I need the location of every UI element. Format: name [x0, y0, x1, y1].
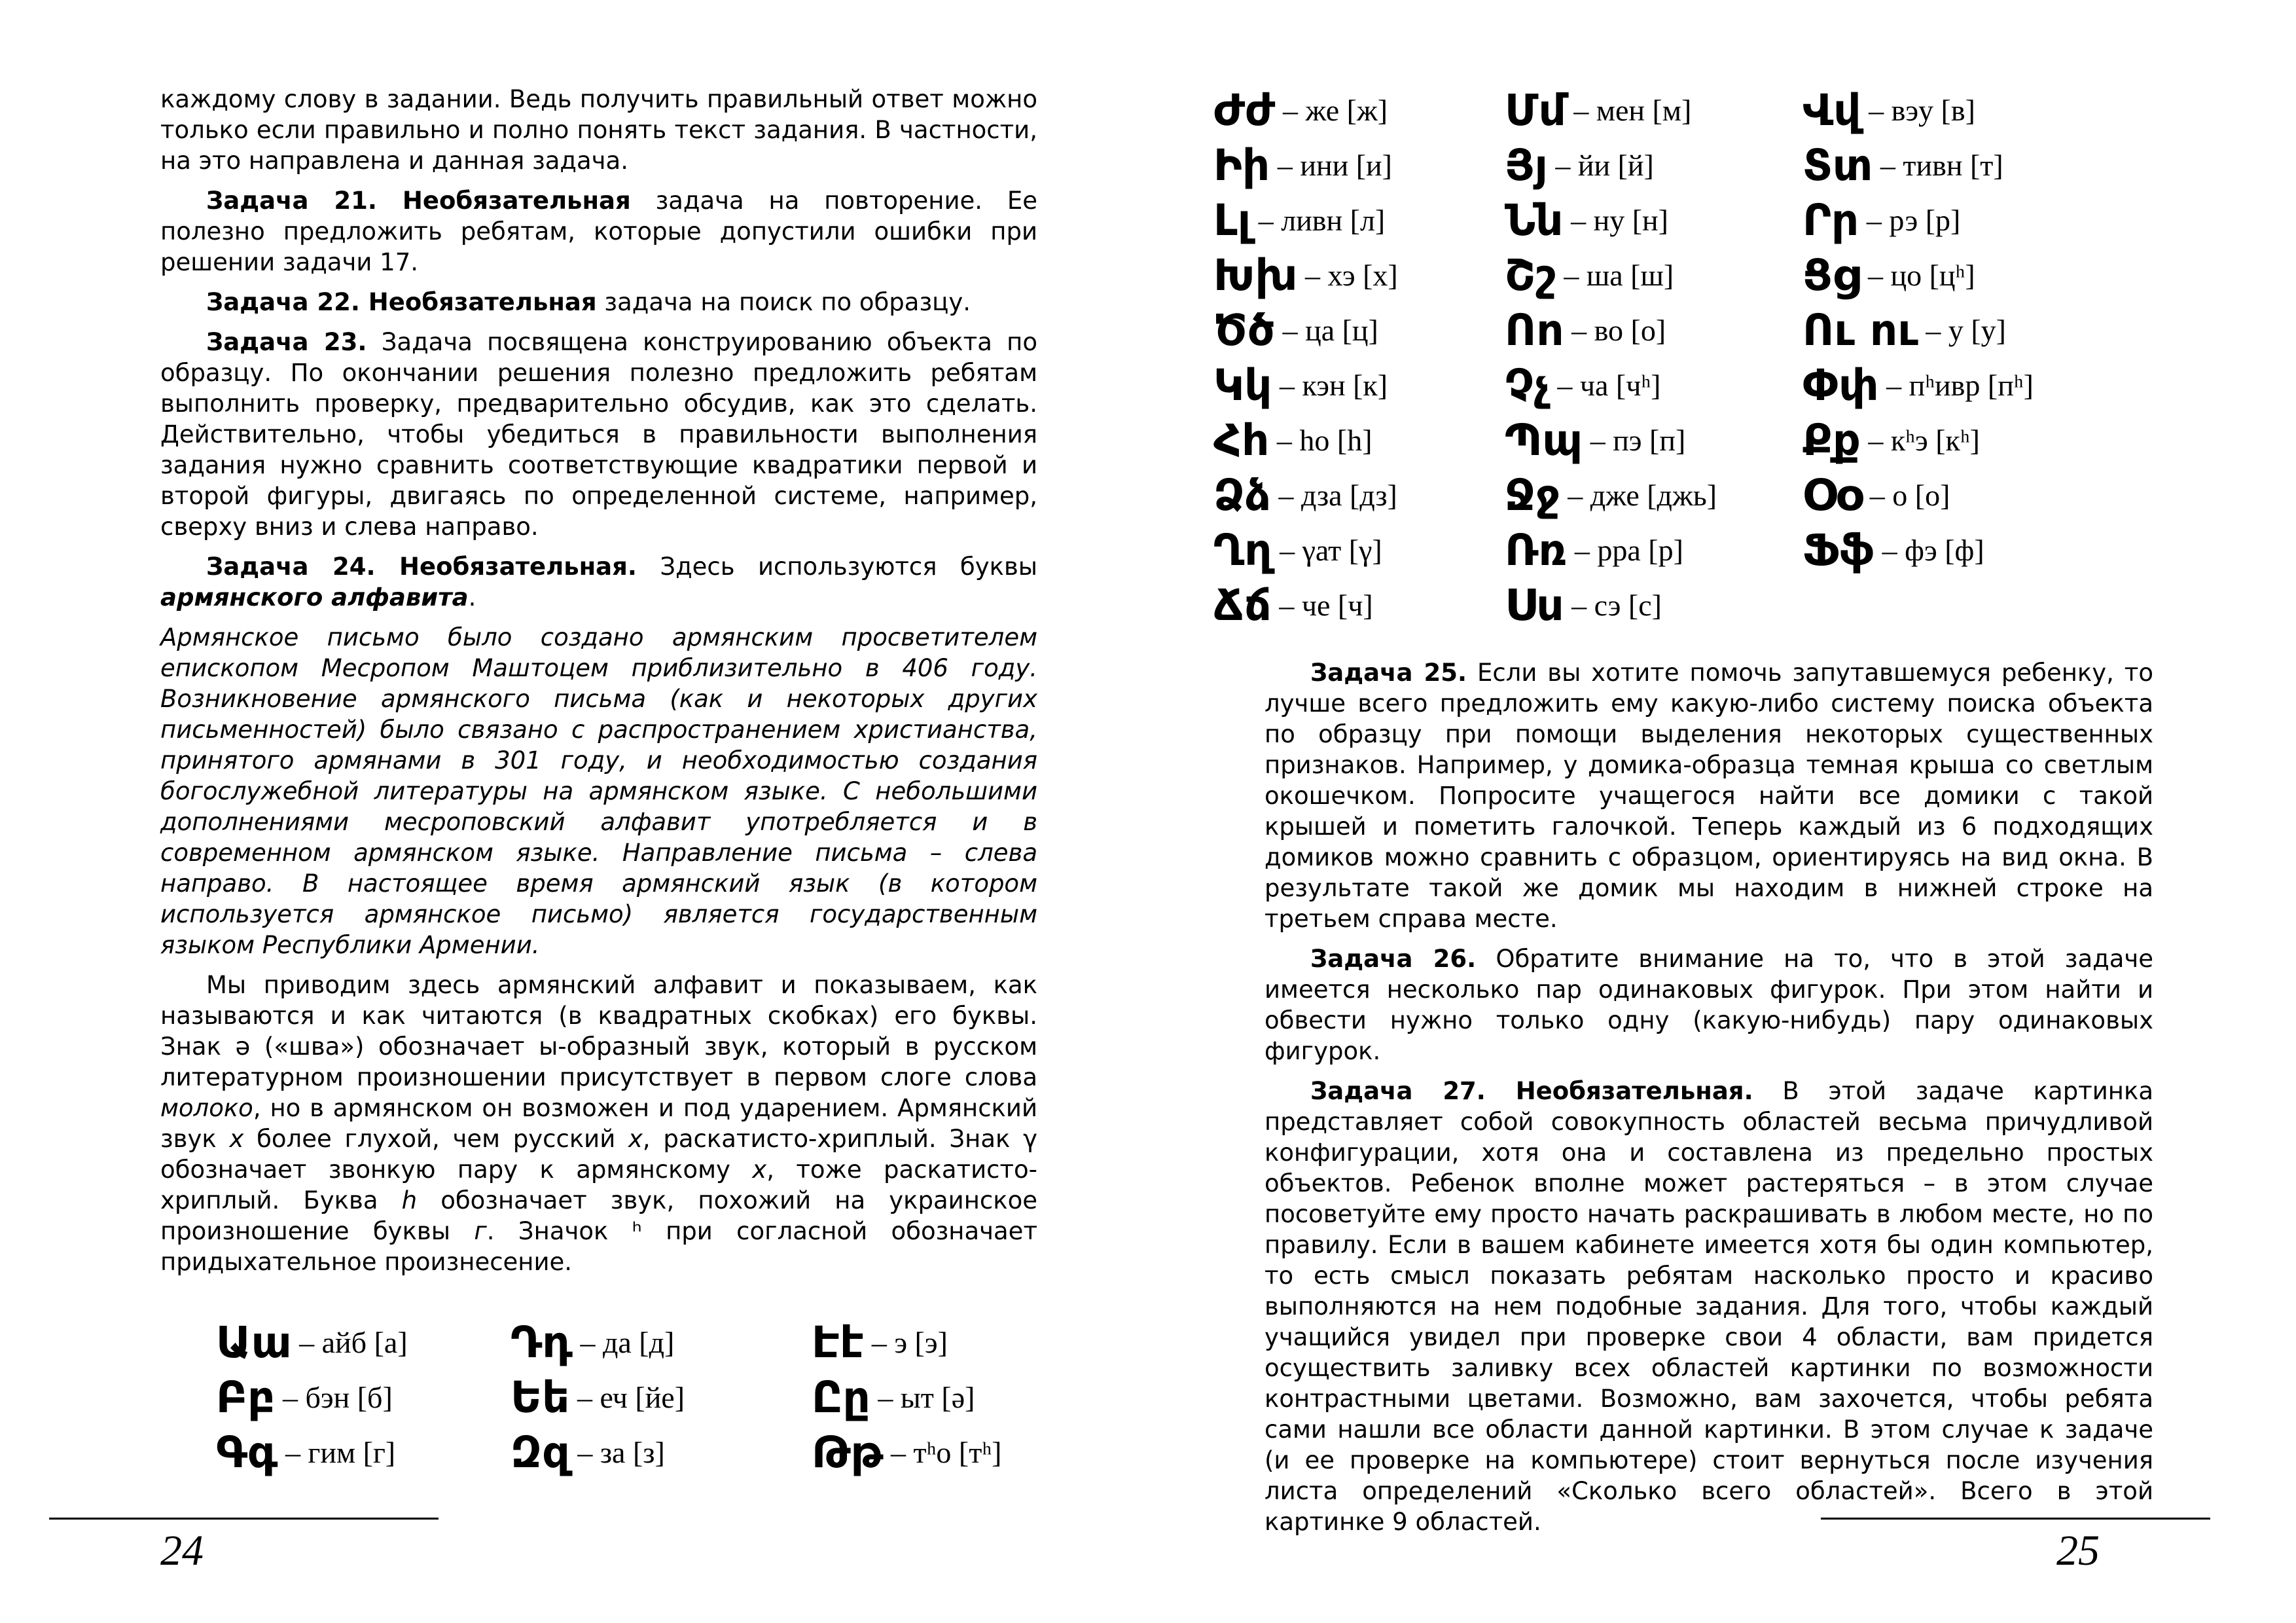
letter-name: – рра [р]	[1567, 534, 1683, 567]
alphabet-entry	[1505, 305, 1666, 357]
letter-name: – ша [ш]	[1556, 259, 1674, 292]
letter-name: – пэ [п]	[1583, 424, 1686, 457]
text-run: обозначает звук, похожий на украинское произношение буквы	[160, 1186, 1037, 1245]
armenian-letter: Վվ	[1803, 85, 1861, 136]
right-text-column	[1265, 657, 2153, 1546]
armenian-letter: Զզ	[511, 1427, 570, 1478]
letter-name: – тʰо [тʰ]	[883, 1436, 1002, 1469]
letter-name: – за [з]	[569, 1436, 665, 1469]
page-number-left: 24	[160, 1527, 204, 1575]
letter-name: – во [о]	[1564, 314, 1666, 347]
armenian-letter: Պպ	[1505, 415, 1583, 465]
letter-name: – айб [а]	[291, 1326, 408, 1359]
letter-name: – тивн [т]	[1873, 149, 2003, 182]
paragraph	[160, 287, 1037, 318]
page-number-right: 25	[2056, 1527, 2100, 1575]
text-run: Задача 27. Необязательная.	[1310, 1077, 1753, 1105]
alphabet-entry	[1505, 580, 1662, 632]
alphabet-entry	[1803, 250, 1975, 302]
letter-name: – еч [йе]	[569, 1381, 685, 1414]
alphabet-entry	[1505, 360, 1660, 412]
alphabet-entry	[1505, 250, 1674, 302]
armenian-letter: Ջջ	[1505, 470, 1560, 520]
armenian-letter: Էէ	[812, 1317, 865, 1368]
paragraph	[1265, 1076, 2153, 1537]
text-run: Задача посвящена конструированию объекта по образцу. По окончании решения полезно предложить ребятам выполнить проверку, предварительно обсудив, как это сделать. Действительно, чтобы убедиться в правильности выполнения задания нужно сравнить соответствующие квадратики первой и второй фигуры, двигаясь по определенной системе, например, сверху вниз и слева направо.	[160, 328, 1037, 541]
alphabet-entry	[1213, 415, 1372, 467]
armenian-letter: Մմ	[1505, 85, 1566, 136]
letter-name: – цо [цʰ]	[1860, 259, 1975, 292]
alphabet-entry	[1213, 580, 1373, 632]
text-run: Армянское письмо было создано армянским просветителем епископом Месропом Маштоцем приблизительно в 406 году. Возникновение армянского письма (как и некоторых других письменностей) было связано с распространением христианства, принятого армянами в 301 году, и необходимостью создания богослужебной литературы на армянском языке. С небольшими дополнениями месроповский алфавит употребляется и в современном армянском языке. Направление письма – слева направо. В настоящее время армянский язык (в котором используется армянское письмо) является государственным языком Республики Армении.	[160, 623, 1037, 959]
letter-name: – да [д]	[572, 1326, 675, 1359]
letter-name: – ну [н]	[1563, 204, 1668, 237]
armenian-letter: Ոո	[1505, 305, 1564, 356]
letter-name: – кʰэ [кʰ]	[1860, 424, 1980, 457]
text-run: Задача 25.	[1310, 659, 1467, 687]
letter-name: – о [о]	[1862, 479, 1950, 512]
alphabet-entry	[1213, 470, 1397, 522]
alphabet-entry	[1803, 195, 1960, 247]
alphabet-entry	[216, 1427, 395, 1480]
armenian-letter: Ֆֆ	[1803, 525, 1875, 575]
text-run: задача на поиск по образцу.	[596, 288, 971, 316]
alphabet-entry	[1213, 195, 1385, 247]
armenian-letter: Օօ	[1803, 470, 1863, 520]
alphabet-entry	[1213, 305, 1378, 357]
text-run: , но в армянском он возможен и под ударением. Армянский звук	[160, 1094, 1037, 1153]
text-run: Задача 21. Необязательная	[206, 187, 631, 215]
text-run: Задача 22. Необязательная	[206, 288, 597, 316]
armenian-letter: Աա	[216, 1317, 292, 1368]
armenian-letter: Դդ	[511, 1317, 573, 1368]
text-run: х	[752, 1156, 767, 1184]
text-run: . Значок ʰ при согласной обозначает придыхательное произнесение.	[160, 1217, 1037, 1276]
letter-name: – дза [дз]	[1270, 479, 1397, 512]
armenian-letter: Ըը	[812, 1372, 870, 1423]
letter-name: – сэ [с]	[1564, 589, 1662, 622]
alphabet-entry	[1803, 85, 1975, 137]
paragraph	[160, 185, 1037, 278]
letter-name: – γат [γ]	[1272, 534, 1382, 567]
armenian-letter: Ղղ	[1213, 525, 1272, 575]
armenian-letter: Ձձ	[1213, 470, 1271, 520]
paragraph	[160, 551, 1037, 613]
letter-name: – ини [и]	[1270, 149, 1392, 182]
text-run: г	[474, 1217, 487, 1245]
letter-name: – фэ [ф]	[1874, 534, 1984, 567]
letter-name: – пʰивр [пʰ]	[1878, 369, 2034, 402]
alphabet-entry	[1803, 525, 1984, 577]
armenian-letter: Թթ	[812, 1427, 884, 1478]
text-run: задача на повторение. Ее полезно предложить ребятам, которые допустили ошибки при решении задачи 17.	[160, 187, 1037, 276]
letter-name: – мен [м]	[1566, 94, 1692, 127]
text-run: В этой задаче картинка представляет собой совокупность областей весьма причудливой конфигурации, хотя она и составлена из предельно простых объектов. Ребенок вполне может растеряться – в этом случае посоветуйте ему просто начать раскрашивать в любом месте, но по правилу. Если в вашем кабинете имеется хотя бы один компьютер, то есть смысл показать ребятам насколько просто и красиво выполняются на нем подобные задания. Для того, чтобы каждый учащийся увидел при проверке свои 4 области, вам придется осуществить заливку всех областей картинки по возможности контрастными цветами. Возможно, вам захочется, чтобы ребята сами нашли все области данной картинки. В этом случае к задаче (и ее проверке на компьютере) стоит вернуться после изучения листа определений «Сколько всего областей». Всего в этой картинке 9 областей.	[1265, 1077, 2153, 1536]
paragraph	[160, 84, 1037, 176]
text-run: Здесь используются буквы	[636, 553, 1037, 581]
alphabet-entry	[216, 1372, 393, 1425]
armenian-letter: Սս	[1505, 580, 1564, 630]
letter-name: – че [ч]	[1271, 589, 1373, 622]
armenian-letter: Իի	[1213, 140, 1270, 191]
text-run: Задача 23.	[206, 328, 367, 356]
text-run: каждому слову в задании. Ведь получить правильный ответ можно только если правильно и полно понять текст задания. В частности, на это направлена и данная задача.	[160, 85, 1037, 175]
paragraph	[1265, 943, 2153, 1067]
letter-name: – дже [джь]	[1560, 479, 1717, 512]
letter-name: – гим [г]	[278, 1436, 396, 1469]
armenian-letter: Տտ	[1803, 140, 1873, 191]
text-run: Если вы хотите помочь запутавшемуся ребенку, то лучше всего предложить ему какую-либо систему поиска объекта по образцу при помощи выделения некоторых существенных признаков. Например, у домика-образца темная крыша со светлым окошечком. Попросите учащегося найти все домики с такой крышей и пометить галочкой. Теперь каждый из 6 подходящих домиков можно сравнить с образцом, ориентируясь на вид окна. В результате такой же домик мы находим в нижней строке на третьем справа месте.	[1265, 659, 2153, 933]
alphabet-entry	[1505, 195, 1668, 247]
text-run: молоко	[160, 1094, 253, 1122]
letter-name: – ыт [ə]	[870, 1381, 975, 1414]
armenian-letter: Կկ	[1213, 360, 1272, 410]
letter-name: – э [э]	[864, 1326, 948, 1359]
armenian-letter: Նն	[1505, 195, 1564, 246]
armenian-letter: Գգ	[216, 1427, 278, 1478]
letter-name: – йи [й]	[1547, 149, 1654, 182]
armenian-letter: Խխ	[1213, 250, 1298, 301]
alphabet-entry	[1213, 85, 1388, 137]
armenian-letter: Շշ	[1505, 250, 1556, 301]
armenian-letter: Ու ու	[1803, 305, 1918, 356]
alphabet-entry	[1505, 470, 1717, 522]
alphabet-entry	[511, 1427, 665, 1480]
armenian-letter: Փփ	[1803, 360, 1879, 410]
alphabet-entry	[1505, 525, 1683, 577]
letter-name: – ца [ц]	[1275, 314, 1378, 347]
footer-rule-right	[1821, 1518, 2210, 1520]
text-run: Обратите внимание на то, что в этой задаче имеется несколько пар одинаковых фигурок. При этом найти и обвести нужно только одну (какую-нибудь) пару одинаковых фигурок.	[1265, 945, 2153, 1065]
right-page	[1148, 0, 2296, 1623]
text-run: , раскатисто-хриплый. Знак γ обозначает звонкую пару к армянскому	[160, 1125, 1037, 1184]
letter-name: – хэ [х]	[1297, 259, 1398, 292]
alphabet-entry	[812, 1372, 975, 1425]
letter-name: – бэн [б]	[275, 1381, 393, 1414]
armenian-letter: Քք	[1803, 415, 1861, 465]
letter-name: – же [ж]	[1275, 94, 1388, 127]
alphabet-entry	[812, 1427, 1001, 1480]
armenian-letter: Եե	[511, 1372, 570, 1423]
text-run: , тоже раскатисто-хриплый. Буква	[160, 1156, 1037, 1214]
alphabet-entry	[1803, 360, 2034, 412]
alphabet-entry	[511, 1372, 685, 1425]
text-run: Задача 24. Необязательная.	[206, 553, 637, 581]
letter-name: – ливн [л]	[1251, 204, 1386, 237]
alphabet-entry	[1803, 140, 2003, 192]
letter-name: – рэ [р]	[1859, 204, 1961, 237]
letter-name: – кэн [к]	[1272, 369, 1388, 402]
text-run: армянского алфавита	[160, 583, 469, 611]
paragraph	[160, 327, 1037, 542]
armenian-letter: Ռռ	[1505, 525, 1568, 575]
text-run: h	[401, 1186, 418, 1214]
alphabet-entry	[1213, 250, 1398, 302]
armenian-letter: Հհ	[1213, 415, 1270, 465]
alphabet-entry	[1213, 140, 1392, 192]
letter-name: – hо [h]	[1269, 424, 1372, 457]
armenian-letter: Չչ	[1505, 360, 1550, 410]
text-run: Задача 26.	[1310, 945, 1477, 973]
alphabet-entry	[1505, 140, 1654, 192]
armenian-letter: Րր	[1803, 195, 1859, 246]
alphabet-entry	[1505, 85, 1691, 137]
text-run: х	[229, 1125, 244, 1153]
paragraph	[1265, 657, 2153, 934]
historical-quote	[160, 622, 1037, 960]
letter-name: – вэу [в]	[1861, 94, 1975, 127]
text-run: более глухой, чем русский	[243, 1125, 628, 1153]
armenian-letter: Ծծ	[1213, 305, 1276, 356]
armenian-letter: Ժժ	[1213, 85, 1276, 136]
text-run: .	[468, 583, 476, 611]
footer-rule-left	[49, 1518, 439, 1520]
alphabet-entry	[1505, 415, 1685, 467]
alphabet-entry	[1213, 360, 1388, 412]
paragraph	[160, 970, 1037, 1277]
armenian-letter: Լլ	[1213, 195, 1251, 246]
alphabet-entry	[1803, 305, 2006, 357]
alphabet-entry	[1213, 525, 1382, 577]
armenian-letter: Ցց	[1803, 250, 1861, 301]
alphabet-entry	[1803, 415, 1980, 467]
alphabet-entry	[216, 1317, 408, 1370]
alphabet-entry	[511, 1317, 674, 1370]
text-run: х	[628, 1125, 643, 1153]
alphabet-entry	[812, 1317, 948, 1370]
alphabet-entry	[1803, 470, 1950, 522]
armenian-letter: Յյ	[1505, 140, 1548, 191]
armenian-letter: Ճճ	[1213, 580, 1272, 630]
armenian-letter: Բբ	[216, 1372, 276, 1423]
letter-name: – ча [чʰ]	[1549, 369, 1661, 402]
letter-name: – у [у]	[1918, 314, 2006, 347]
left-text-column	[160, 84, 1037, 1286]
text-run: Мы приводим здесь армянский алфавит и показываем, как называются и как читаются (в квадратных скобках) его буквы. Знак ə («шва») обозначает ы-образный звук, который в русском литературном произношении присутствует в первом слоге слова	[160, 971, 1037, 1091]
